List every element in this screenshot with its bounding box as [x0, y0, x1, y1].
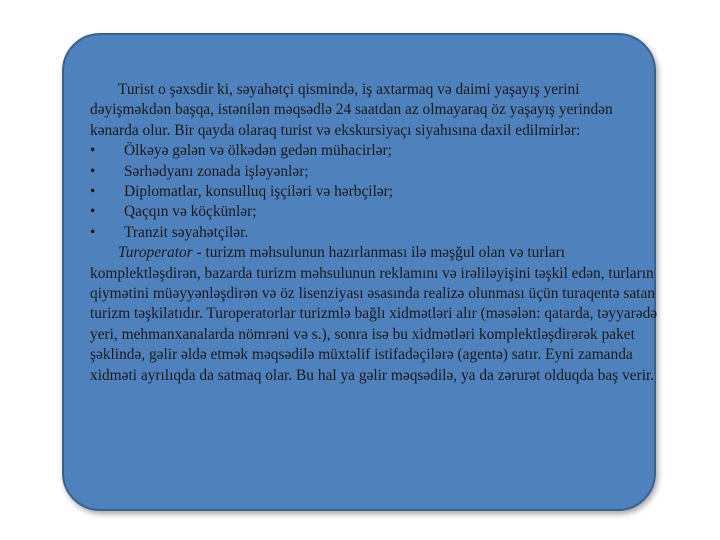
definition-term: Turoperator [118, 244, 193, 262]
list-item [90, 141, 660, 161]
list-item [90, 223, 660, 243]
list-item-text: Diplomatlar, konsulluq işçiləri və hərbçilər; [124, 183, 394, 201]
list-item-text: Ölkəyə gələn və ölkədən gedən mühacirlər; [124, 142, 392, 160]
bullet-icon: • [90, 203, 96, 221]
list-item [90, 182, 660, 202]
excluded-list [90, 141, 660, 243]
bullet-icon: • [90, 223, 96, 241]
list-item-text: Sərhədyanı zonada işləyənlər; [124, 162, 309, 180]
bullet-icon: • [90, 183, 96, 201]
definition-text: - turizm məhsulunun hazırlanması ilə məşğul olan və turları komplektləşdirən, bazarda turizm məhsulunun reklamını və irəliləyişini təşkil edən, turların qiymətini müəyyənləşdirən və öz lisenziyası əsasında realizə olunması üçün turaqentə satan turizm təşkilatıdır. Turoperatorlar turizmlə bağlı xidmətləri alır (məsələn: qatarda, təyyarədə yeri, mehmanxanalarda nömrəni və s.), sonra isə bu xidmətləri komplektləşdirərək paket şəklində, gəlir əldə etmək məqsədilə müxtəlif istifadəçilərə (agentə) satır. Eyni zamanda xidməti ayrılıqda da satmaq olar. Bu hal ya gəlir məqsədilə, ya da zərurət olduqda baş verir. [90, 244, 658, 384]
intro-text: Turist o şəxsdir ki, səyahətçi qismində, iş axtarmaq və daimi yaşayış yerini dəyişməkdən başqa, istənilən məqsədlə 24 saatdan az olmayaraq öz yaşayış yerindən kənarda olur. Bir qayda olaraq turist və ekskursiyaçı siyahısına daxil edilmirlər: [90, 81, 613, 139]
list-item [90, 202, 660, 222]
list-item-text: Qaçqın və köçkünlər; [124, 203, 257, 221]
list-item-text: Tranzit səyahətçilər. [124, 223, 249, 241]
definition-paragraph [90, 243, 660, 386]
list-item [90, 162, 660, 182]
text-block [90, 80, 660, 386]
bullet-icon: • [90, 162, 96, 180]
intro-paragraph [90, 80, 660, 141]
bullet-icon: • [90, 142, 96, 160]
